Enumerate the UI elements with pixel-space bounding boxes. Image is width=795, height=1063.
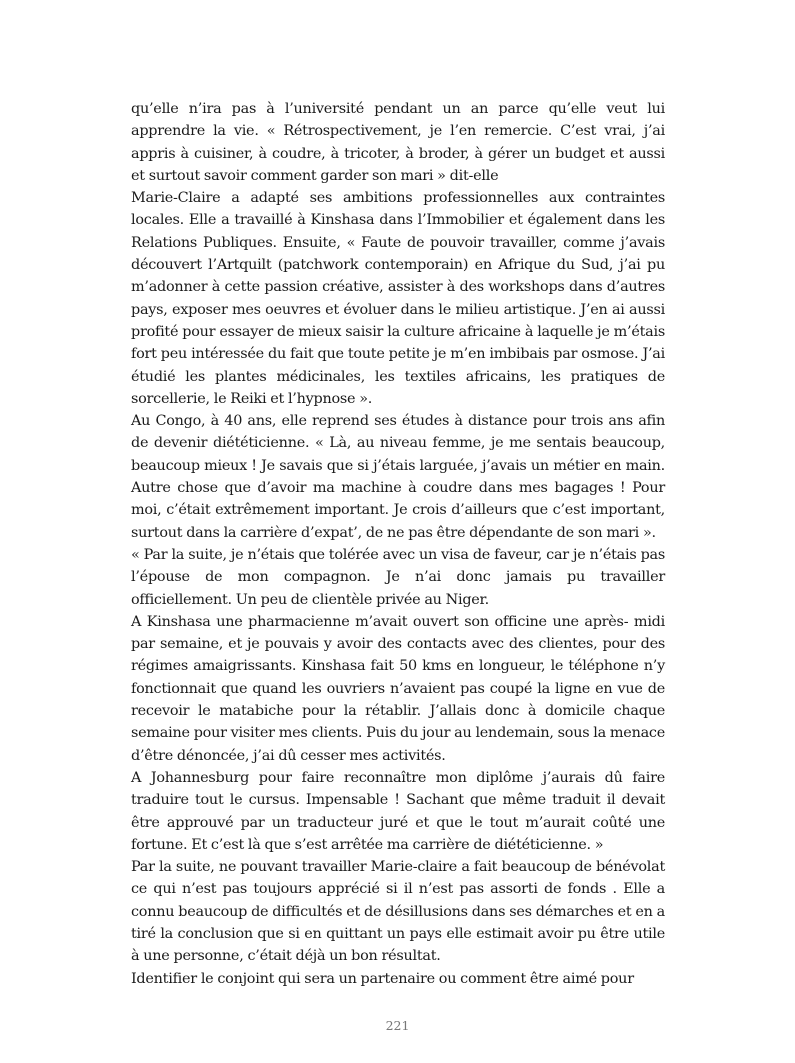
paragraph-5: A Kinshasa une pharmacienne m’avait ouvert son officine une après- midi par semaine, et je pouvais y avoir des contacts avec des clientes, pour des régimes amaigrissants. Kinshasa fait 50 kms en longueur, le téléphone n’y fonctionnait que quand les ouvriers n’avaient pas coupé la ligne en vue de recevoir le matabiche pour la rétablir. J’allais donc à domicile chaque semaine pour visiter mes clients. Puis du jour au lendemain, sous la menace d’être dénoncée, j’ai dû cesser mes activités. (131, 613, 665, 764)
paragraph-1: qu’elle n’ira pas à l’université pendant un an parce qu’elle veut lui apprendre la vie. « Rétrospectivement, je l’en remercie. C’est vrai, j’ai appris à cuisiner, à coudre, à tricoter, à broder, à gérer un budget et aussi et surtout savoir comment garder son mari » dit-elle (131, 101, 665, 184)
paragraph-6: A Johannesburg pour faire reconnaître mon diplôme j’aurais dû faire traduire tout le cursus. Impensable ! Sachant que même traduit il devait être approuvé par un traducteur juré et que le tout m’aurait coûté une fortune. Et c’est là que s’est arrêtée ma carrière de diététicienne. » (131, 769, 665, 853)
body-text (131, 98, 665, 990)
page-number: 221 (385, 1018, 410, 1033)
paragraph-4: « Par la suite, je n’étais que tolérée avec un visa de faveur, car je n’étais pas l’épouse de mon compagnon. Je n’ai donc jamais pu travailler officiellement. Un peu de clientèle privée au Niger. (131, 546, 665, 608)
paragraph-8: Identifier le conjoint qui sera un partenaire ou comment être aimé pour (131, 970, 634, 987)
paragraph-2: Marie-Claire a adapté ses ambitions professionnelles aux contraintes locales. Elle a travaillé à Kinshasa dans l’Immobilier et également dans les Relations Publiques. Ensuite, « Faute de pouvoir travailler, comme j’avais découvert l’Artquilt (patchwork contemporain) en Afrique du Sud, j’ai pu m’adonner à cette passion créative, assister à des workshops dans d’autres pays, exposer mes oeuvres et évoluer dans le milieu artistique. J’en ai aussi profité pour essayer de mieux saisir la culture africaine à laquelle je m’étais fort peu intéressée du fait que toute petite je m’en imbibais par osmose. J’ai étudié les plantes médicinales, les textiles africains, les pratiques de sorcellerie, le Reiki et l’hypnose ». (131, 190, 665, 407)
paragraph-3: Au Congo, à 40 ans, elle reprend ses études à distance pour trois ans afin de devenir diététicienne. « Là, au niveau femme, je me sentais beaucoup, beaucoup mieux ! Je savais que si j’étais larguée, j’avais un métier en main. Autre chose que d’avoir ma machine à coudre dans mes bagages ! Pour moi, c’était extrêmement important. Je crois d’ailleurs que c’est important, surtout dans la carrière d’expat’, de ne pas être dépendante de son mari ». (131, 413, 665, 541)
paragraph-7: Par la suite, ne pouvant travailler Marie-claire a fait beaucoup de bénévolat ce qui n’est pas toujours apprécié si il n’est pas assorti de fonds . Elle a connu beaucoup de difficultés et de désillusions dans ses démarches et en a tiré la conclusion que si en quittant un pays elle estimait avoir pu être utile à une personne, c’était déjà un bon résultat. (131, 859, 665, 965)
